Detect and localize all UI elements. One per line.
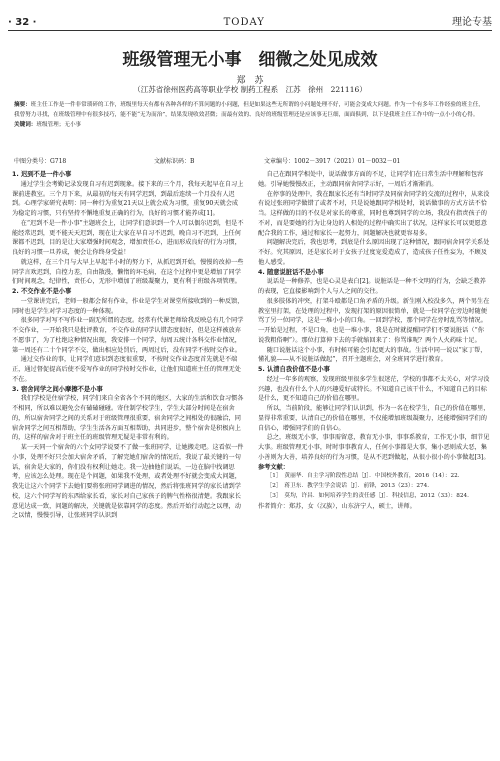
clc-number: 中图分类号：G718 bbox=[14, 158, 67, 165]
section-heading: 2. 不交作业不是小事 bbox=[12, 288, 72, 295]
body-paragraph: 自己在跟同学相处中，说话做事方面的不足，让同学们在日常生活中理解和包容她。引导她慢慢改正，主动跟同宿舍同学示好，一周后才渐渐消。 bbox=[258, 171, 484, 188]
body-paragraph: 某一天同一个宿舍的六个女同学说要不了做一张班同学，让她搬走吧。这看似一件小事，处理不好只会加大宿舍矛盾，了解完她们宿舍的情况后，我说了最关键的一句话，宿舍是大家的，你们没有权利让她走。我一边抽他们说话，一边在脑中找调思考，应该怎么处理。现在是个问题，如果我不处理，或者处理不好就会变成大问题，我先让这六个同学下去她们要将张班同学调进的情况，然后将张班同学的家长请到学校，这六个同学写的东西给家长看，家长对自己家孩子的脾气性格很清楚。我跟家长意见达成一致，问题的解决，关键就是依靠同学的态度。然后开始行动起之以理，动之以情，慢慢引导，让张班同学认识到 bbox=[12, 444, 244, 520]
body-paragraph: 说话是一种修养，也是心灵是表白[2]。说脏话是一种不文明的行为，会缺乏教养的表现，它直接影响到个人与人之间的交往。 bbox=[258, 278, 486, 295]
body-paragraph: 就这样，在三个月与大早上早起半小时的努力下，从抓迟到开始，慢慢的改掉一些同学言欢迟到，自控力差，自由散漫，懒惰的坏毛病，在这个过程中更是增加了同学们时间观念，纪律性，责任心，无形中增加了班级凝聚力，更有利于班级各项管理。 bbox=[12, 258, 244, 286]
document-code: 文献标识码：B bbox=[154, 158, 195, 165]
page-number: · 32 · bbox=[8, 17, 37, 28]
body-paragraph: 在停事的处理中，我在跟家长还有当时同学及同宿舍同学的交流的过程中，从来没有说过张班同学做错了或者不对，只是说她跟同学相处时，说话做事的方式方法不恰当。这样做的目的不仅是对家长的尊重，同时也尊到同学的立场，我没有指责孩子的不对，而是要她的行为让身边的人相处的过程中确实出了状况，这样家长可以更愿意配合我的工作，通过和家长一起努力，问题解决也就更容易多。 bbox=[258, 190, 490, 237]
reference-item: ［2］ 蒋卫东．教学生学会说话［J］．前锋，2013（23）：274. bbox=[266, 483, 430, 489]
abstract-block bbox=[14, 100, 486, 131]
reference-item: ［3］ 莫均，许昌．如何培养学生的责任感［J］．科技信息，2012（33）：824. bbox=[266, 492, 469, 499]
reference-item: ［1］ 黄丽华．自主学习阶段性总结［J］．中国校外教育，2016（14）：22. bbox=[266, 473, 460, 480]
right-column bbox=[258, 170, 490, 511]
author-bio: 作者简介：郑苏，女（汉族），山东济宁人，硕士，讲师。 bbox=[258, 502, 416, 510]
body-paragraph: 我们学校是住宿学校，同学们来自全省各个不同的地区，大家的生活和饮食习惯各不相同，所以难以避免会有磕磕碰碰。寄住制学校学生，学生大部分时间是在宿舍的，所以宿舍同学之间的关系对于班级管理很重要，宿舍同学之间相处的很融洽，同宿舍同学之间互相帮助，学生生活各方面互相帮助，共同进步，整个宿舍是积极向上的，这样的宿舍对于班主任的班级管理无疑是非常有利的。 bbox=[12, 395, 244, 442]
body-paragraph: 随口说脏话这个小事，有时候可能会引起更大的事故。生活中同一说以“家丁帮，懂礼貌——从不说脏话做起”，召开主题班会，对全班同学进行教育。 bbox=[258, 346, 487, 364]
body-paragraph: 在“迟到不是一件小事”主题班会上，让同学们意识到一个人可以偶尔迟到，但是不能经常迟到，更不能天天迟到，现在让大家在早自习不迟到，晚自习不迟到，上任何课都不迟到，目的是让大家增强时间观念，增加责任心，进而形成良好的行为习惯，良好的习惯一旦养成，便会让你终身受益！ bbox=[12, 219, 244, 256]
author-name: 郑 苏 bbox=[236, 76, 264, 86]
section-heading: 4. 随意说脏话不是小事 bbox=[258, 268, 324, 276]
abstract-text: 班主任工作是一件非常琐碎的工作，班级里每天有都有各种各样的不算问题的小问题，但是如果这些无所谓的小问题处理不好，可能会变成大问题。作为一个有多年工作经验的班主任，我曾努力寻找，在班级管理中有很多技巧，能不能“无为而治”，结果发现收效甚微；而最有效的、良好的班级管理还是应该事无巨细，面面俱到，以下是我班主任工作中的一点小小的心得。 bbox=[14, 102, 484, 119]
body-paragraph: 很多肢体的冲突，打架斗殴都是口角矛盾的升级。新生刚入校没多久，两个男生在教室里打架，在处理的过程中，发现打架的原因很简单，就是一位同学在旁边时随便骂了另一位同学，这是一堆小小的口角。一回到学校，那个同学在旁时乱骂等情况。一开始是过程，不是口角，也是一堆小事，我是在时就提醒同学们不要说脏话（“你说我粗俗啊”）。那位打算伸下去的手就缩回来了：你骂谁呢？两个人火药味十足。 bbox=[258, 297, 490, 344]
classification-line bbox=[14, 156, 486, 165]
abstract-label: 摘要： bbox=[14, 102, 31, 108]
body-paragraph: 很多同学对写不写作业一副无所谓的态度。经常有代课老师给我反映总有几个同学不交作业，一开始我只是批评教育，不交作业的同学认错态度很好，但是这样被放弃不愿事了，为了杜绝这种情况出现，我安排一个同学，每周五统计各科交作业情况，第一周还有二十个同学不交，做出相应处罚后，两周过后，没有同学不按时交作业。 bbox=[12, 317, 244, 354]
article-number: 文章编号：1002－3917（2021）01－0032－01 bbox=[264, 158, 401, 165]
body-paragraph: 问题解决完后，我也思考，到底是什么原因出现了这种情况，跟同宿舍同学关系处不好。究其原因，还是家长对于女孩子过度宠爱造成了，造成孩子任性妄为，不顾及他人感受。 bbox=[258, 239, 490, 266]
section-heading: 1. 迟到不是一件小事 bbox=[12, 171, 72, 178]
magazine-name: TODAY bbox=[223, 17, 265, 28]
section-heading: 5. 认清自我价值不是小事 bbox=[258, 366, 330, 373]
article-title: 班级管理无小事 细微之处见成效 bbox=[122, 50, 378, 70]
keywords-label: 关键词： bbox=[14, 122, 37, 129]
section-heading: 3. 宿舍同学之间小摩擦不是小事 bbox=[12, 385, 103, 393]
column-name: 理论专基 bbox=[451, 17, 492, 28]
left-column bbox=[12, 170, 244, 521]
references-heading: 参考文献： bbox=[258, 463, 289, 471]
author-affiliation: （江苏省徐州医药高等职业学校 制药工程系 江苏 徐州 221116） bbox=[133, 85, 367, 94]
body-paragraph: 通过交作业的事，让同学们意识到态度很重要，不按时交作业态度首先就是不端正，通过督促提高后使不爱写作业的同学按时交作业，让他们知道班主任的管理无处不在。 bbox=[12, 356, 241, 383]
body-paragraph: 经过一年多的观察，发现班级里很多学生很迷茫，学校的事都不太关心，对学习没兴趣，也没有什么个人的兴趣爱好或特长。不知道自己该干什么，不知道自己的目标是什么，更不知道自己的价值在哪里。 bbox=[258, 375, 490, 403]
keywords-text: 班级管理；无小事 bbox=[36, 122, 82, 129]
body-paragraph: 通过学生会考勤记录发现自习有迟到现象。接下来的三个月，我每天起早在自习上课前进教室。三个月下来，从最初的每天有同学迟到，到最后连续一个月没有人迟到。心理学家研究表明：同一种行为重复21天以上就会成为习惯，重复90天就会成为稳定的习惯，只有坚持不懈地重复正确的行为，良好的习惯才能养成[1]。 bbox=[12, 180, 244, 217]
header-rule bbox=[8, 30, 492, 31]
body-paragraph: 总之，班级无小事，事事需留意，教育无小事，事事系教育，工作无小事，细节见大事。班级管理无小事，时时事事教育人，任何小事都是大事，集小恶则成大恶，集小善则为大善，培养良好的行为习惯，是从不迟到做起，从很小很小的小事做起[3]。 bbox=[258, 434, 490, 461]
body-paragraph: 所以，当前阶段，能够让同学们认识到，作为一名在校学生，自己的价值在哪里，显得非常重要，认清自己的价值在哪里，不仅能增加班级凝聚力，还能增强同学们的自信心，增强同学们的自信心。 bbox=[258, 405, 490, 432]
running-header bbox=[8, 12, 492, 28]
body-paragraph: 一堂课讲完后，老师一般都会留有作业，作业是学生对课堂所接收到的一种反馈，同时也是学生对学习态度的一种体现。 bbox=[12, 297, 244, 315]
